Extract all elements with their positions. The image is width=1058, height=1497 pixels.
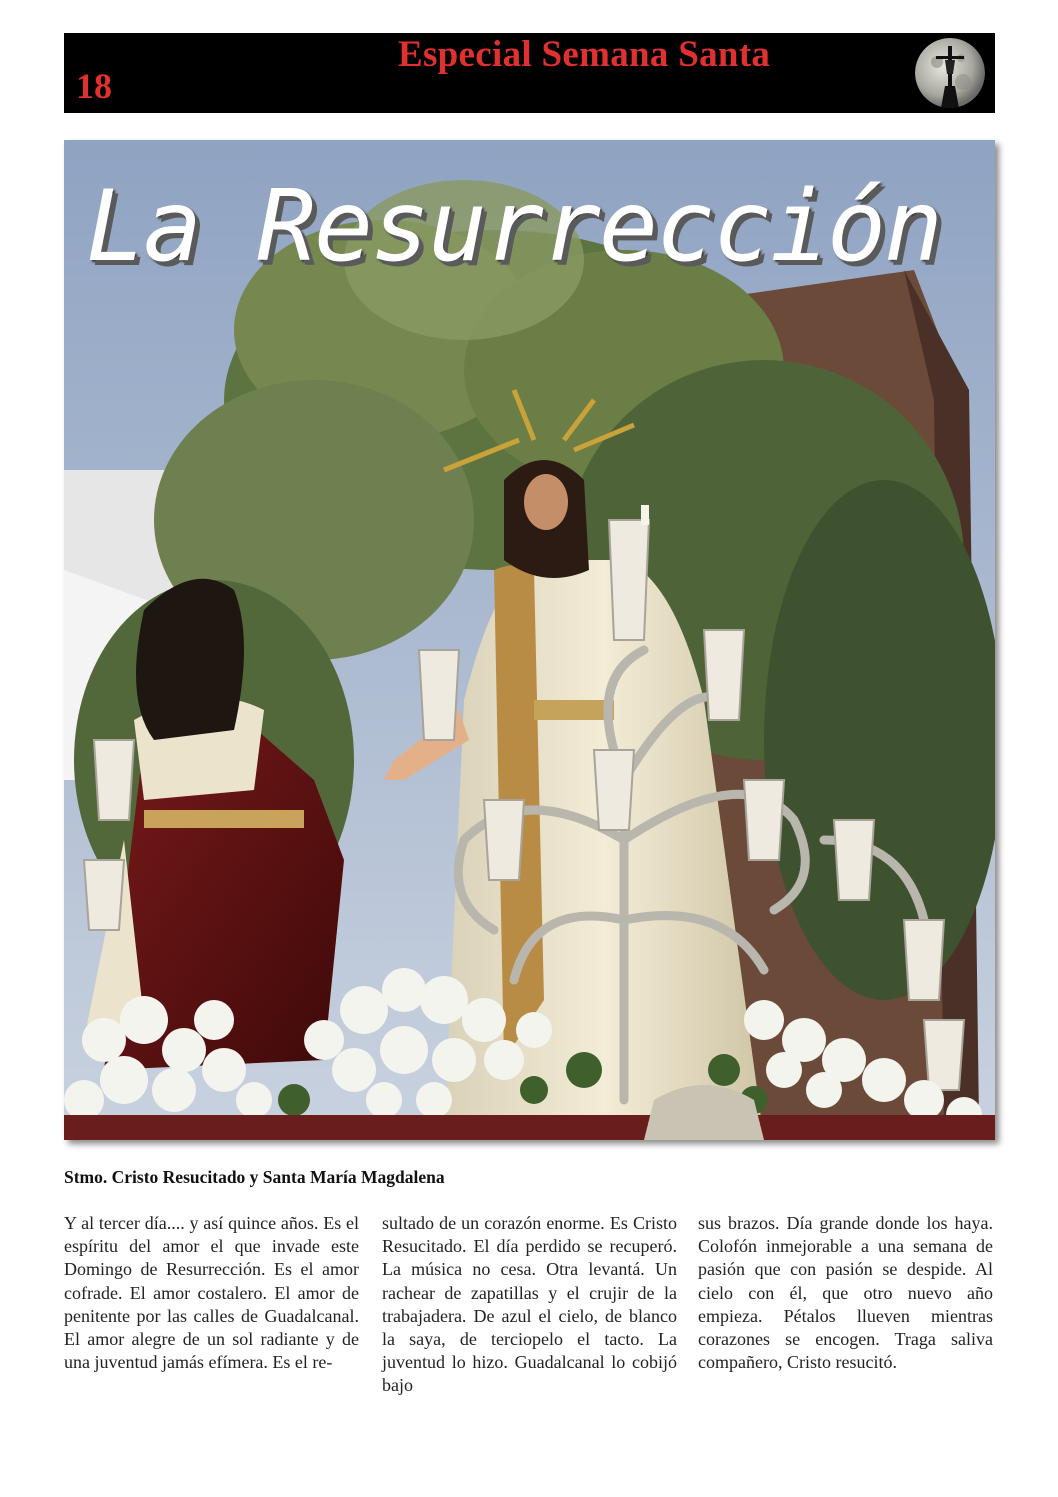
- photo-caption: Stmo. Cristo Resucitado y Santa María Magdalena: [64, 1167, 445, 1187]
- article-title: La Resurrección: [86, 170, 942, 284]
- moon-crucifix-logo-icon: [915, 38, 985, 108]
- article-column-3: sus brazos. Día grande donde los haya. Colofón inmejorable a una semana de pasión que con pasión se despide. Al cielo con él, que otro nuevo año empieza. Pétalos llueven mientras corazones se encogen. Traga saliva compañero, Cristo resucitó.: [698, 1213, 993, 1373]
- page-header: [64, 33, 995, 113]
- procession-photo: [64, 140, 995, 1140]
- article-column-1: Y al tercer día.... y así quince años. Es el espíritu del amor el que invade este Domingo de Resurrección. Es el amor cofrade. El amor costalero. El amor de penitente por las calles de Guadalcanal. El amor alegre de un sol radiante y de una juventud jamás efímera. Es el re-: [64, 1213, 359, 1373]
- page-number: 18: [76, 66, 112, 106]
- article-column-2: sultado de un corazón enorme. Es Cristo Resucitado. El día perdido se recuperó. La música no cesa. Otra levantá. Un rachear de zapatillas y el crujir de la trabajadera. De azul el cielo, de blanco la saya, de terciopelo el tacto. La juventud lo hizo. Guadalcanal lo cobijó bajo: [382, 1213, 677, 1396]
- section-title: Especial Semana Santa: [398, 34, 771, 75]
